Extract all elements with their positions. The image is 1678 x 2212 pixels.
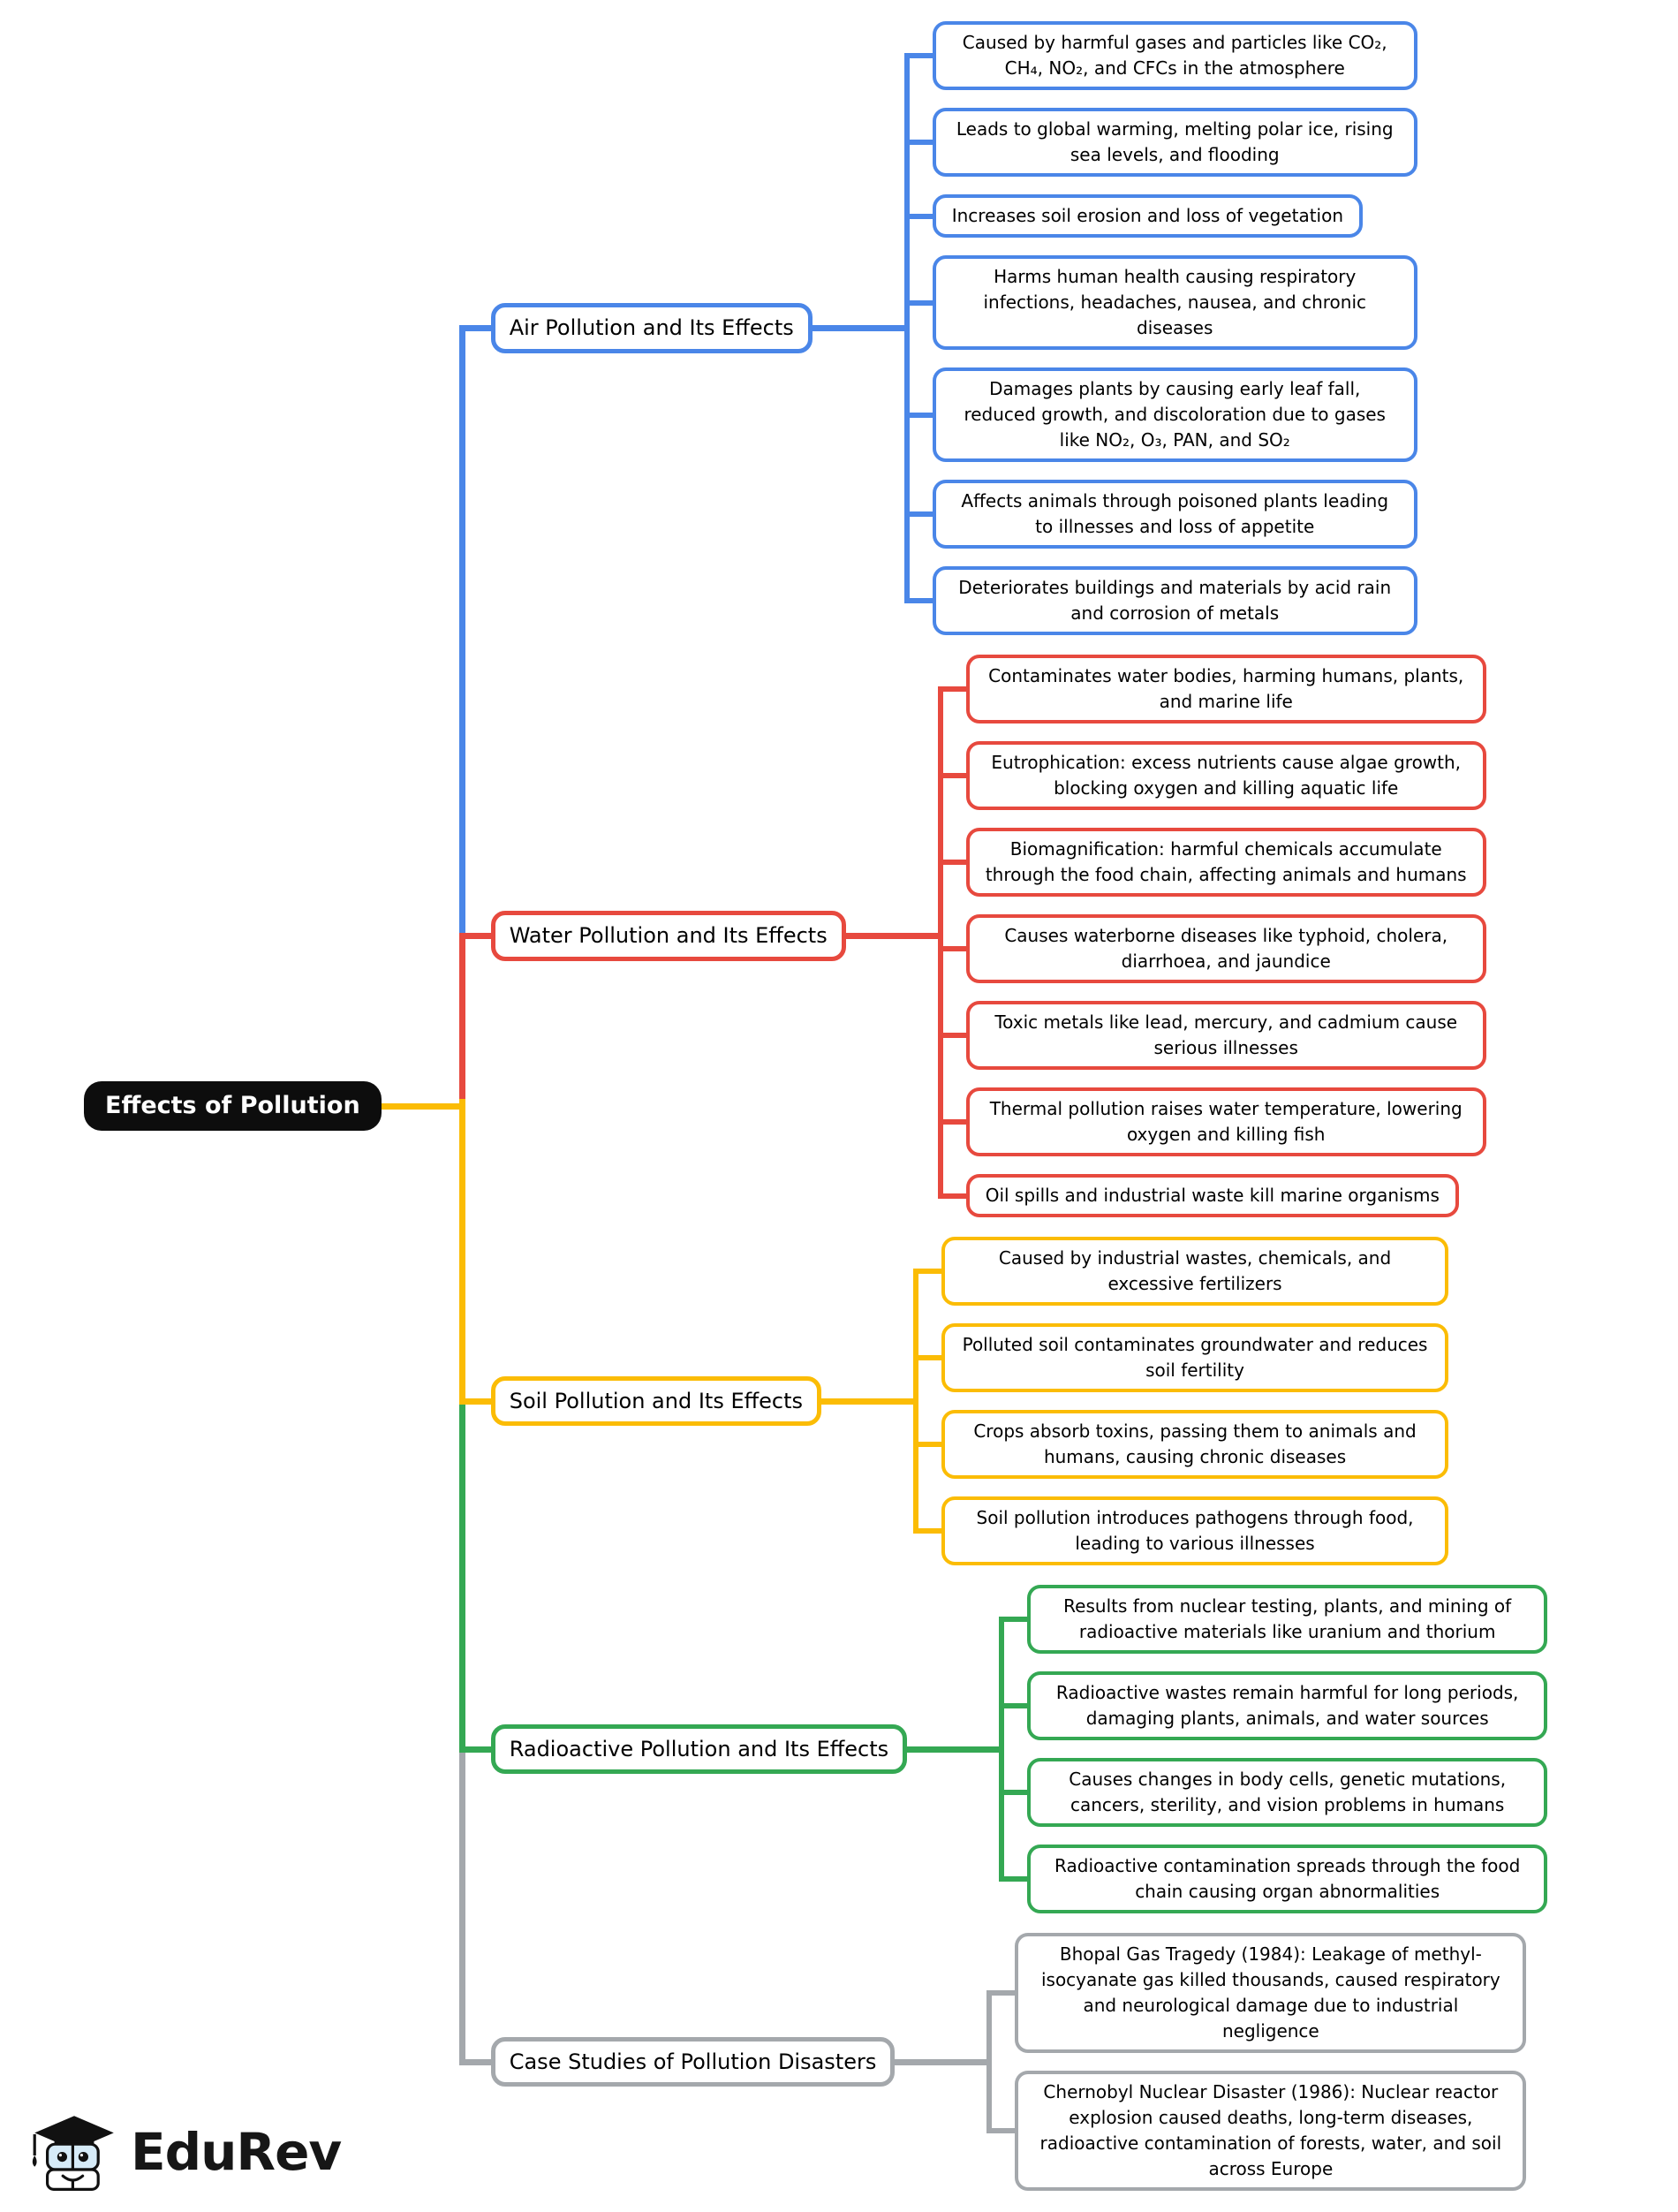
- branch-connector-case-studies: [895, 2059, 986, 2065]
- leaf-row: [913, 1496, 1448, 1565]
- mindmap: [84, 21, 1547, 2191]
- leaf-node: Affects animals through poisoned plants leading to illnesses and loss of appetite: [933, 480, 1417, 549]
- leaf-node: Caused by industrial wastes, chemicals, and excessive fertilizers: [941, 1237, 1448, 1306]
- root-trunk-connector: [382, 1103, 459, 1110]
- leaf-row: [904, 194, 1417, 238]
- branch-case-studies: [459, 1933, 1547, 2191]
- air-children: [904, 21, 1417, 635]
- edurev-logo-icon: [25, 2106, 117, 2198]
- branch-connector-water: [846, 933, 938, 939]
- case-studies-children: [986, 1933, 1526, 2191]
- leaf-node: Chernobyl Nuclear Disaster (1986): Nuclear reactor explosion caused deaths, long-term diseases, radioactive contamination of forests, water, and soil across Europe: [1015, 2071, 1526, 2191]
- leaf-row: [938, 741, 1486, 810]
- leaf-row: [938, 914, 1486, 983]
- leaf-node: Polluted soil contaminates groundwater and reduces soil fertility: [941, 1323, 1448, 1392]
- branches-container: [459, 21, 1547, 2191]
- leaf-row: [913, 1237, 1448, 1306]
- root-node: Effects of Pollution: [84, 1081, 382, 1131]
- leaf-node: Radioactive contamination spreads through the food chain causing organ abnormalities: [1027, 1845, 1547, 1913]
- branch-label-air: Air Pollution and Its Effects: [491, 303, 813, 352]
- leaf-node: Results from nuclear testing, plants, and mining of radioactive materials like uranium and thorium: [1027, 1585, 1547, 1654]
- leaf-row: [904, 367, 1417, 462]
- leaf-row: [999, 1758, 1547, 1827]
- leaf-row: [904, 108, 1417, 177]
- leaf-node: Increases soil erosion and loss of vegetation: [933, 194, 1363, 238]
- edurev-logo: [25, 2106, 341, 2198]
- leaf-row: [904, 566, 1417, 635]
- leaf-node: Leads to global warming, melting polar ice, rising sea levels, and flooding: [933, 108, 1417, 177]
- leaf-row: [938, 1087, 1486, 1156]
- branch-radioactive: [459, 1585, 1547, 1913]
- branch-soil: [459, 1237, 1547, 1565]
- leaf-node: Causes waterborne diseases like typhoid, cholera, diarrhoea, and jaundice: [966, 914, 1486, 983]
- leaf-row: [938, 1001, 1486, 1070]
- branch-label-water: Water Pollution and Its Effects: [491, 911, 846, 960]
- leaf-row: [938, 655, 1486, 723]
- branch-water: [459, 655, 1547, 1217]
- leaf-node: Oil spills and industrial waste kill marine organisms: [966, 1174, 1459, 1217]
- branch-connector-air: [813, 325, 904, 331]
- leaf-node: Thermal pollution raises water temperature, lowering oxygen and killing fish: [966, 1087, 1486, 1156]
- branch-air: [459, 21, 1547, 635]
- leaf-node: Radioactive wastes remain harmful for long periods, damaging plants, animals, and water sources: [1027, 1671, 1547, 1740]
- leaf-node: Damages plants by causing early leaf fall, reduced growth, and discoloration due to gases like NO₂, O₃, PAN, and SO₂: [933, 367, 1417, 462]
- leaf-row: [904, 480, 1417, 549]
- leaf-node: Contaminates water bodies, harming humans, plants, and marine life: [966, 655, 1486, 723]
- branch-connector-radioactive: [907, 1746, 999, 1753]
- leaf-node: Deteriorates buildings and materials by acid rain and corrosion of metals: [933, 566, 1417, 635]
- leaf-row: [904, 21, 1417, 90]
- leaf-row: [913, 1410, 1448, 1479]
- leaf-node: Soil pollution introduces pathogens through food, leading to various illnesses: [941, 1496, 1448, 1565]
- leaf-node: Bhopal Gas Tragedy (1984): Leakage of methyl-isocyanate gas killed thousands, caused respiratory and neurological damage due to industrial negligence: [1015, 1933, 1526, 2053]
- soil-children: [913, 1237, 1448, 1565]
- leaf-row: [999, 1671, 1547, 1740]
- leaf-node: Harms human health causing respiratory infections, headaches, nausea, and chronic diseases: [933, 255, 1417, 350]
- leaf-row: [999, 1585, 1547, 1654]
- leaf-node: Causes changes in body cells, genetic mutations, cancers, sterility, and vision problems in humans: [1027, 1758, 1547, 1827]
- leaf-row: [999, 1845, 1547, 1913]
- leaf-row: [904, 255, 1417, 350]
- leaf-row: [986, 1933, 1526, 2053]
- leaf-node: Biomagnification: harmful chemicals accumulate through the food chain, affecting animals and humans: [966, 828, 1486, 897]
- leaf-node: Toxic metals like lead, mercury, and cadmium cause serious illnesses: [966, 1001, 1486, 1070]
- branch-label-case-studies: Case Studies of Pollution Disasters: [491, 2037, 896, 2087]
- branch-label-radioactive: Radioactive Pollution and Its Effects: [491, 1724, 907, 1774]
- edurev-logo-text: EduRev: [131, 2122, 342, 2182]
- branch-label-soil: Soil Pollution and Its Effects: [491, 1376, 821, 1426]
- leaf-node: Crops absorb toxins, passing them to animals and humans, causing chronic diseases: [941, 1410, 1448, 1479]
- leaf-row: [986, 2071, 1526, 2191]
- water-children: [938, 655, 1486, 1217]
- leaf-row: [913, 1323, 1448, 1392]
- branch-connector-soil: [821, 1398, 913, 1405]
- radioactive-children: [999, 1585, 1547, 1913]
- leaf-row: [938, 828, 1486, 897]
- leaf-node: Eutrophication: excess nutrients cause algae growth, blocking oxygen and killing aquatic life: [966, 741, 1486, 810]
- leaf-row: [938, 1174, 1486, 1217]
- leaf-node: Caused by harmful gases and particles like CO₂, CH₄, NO₂, and CFCs in the atmosphere: [933, 21, 1417, 90]
